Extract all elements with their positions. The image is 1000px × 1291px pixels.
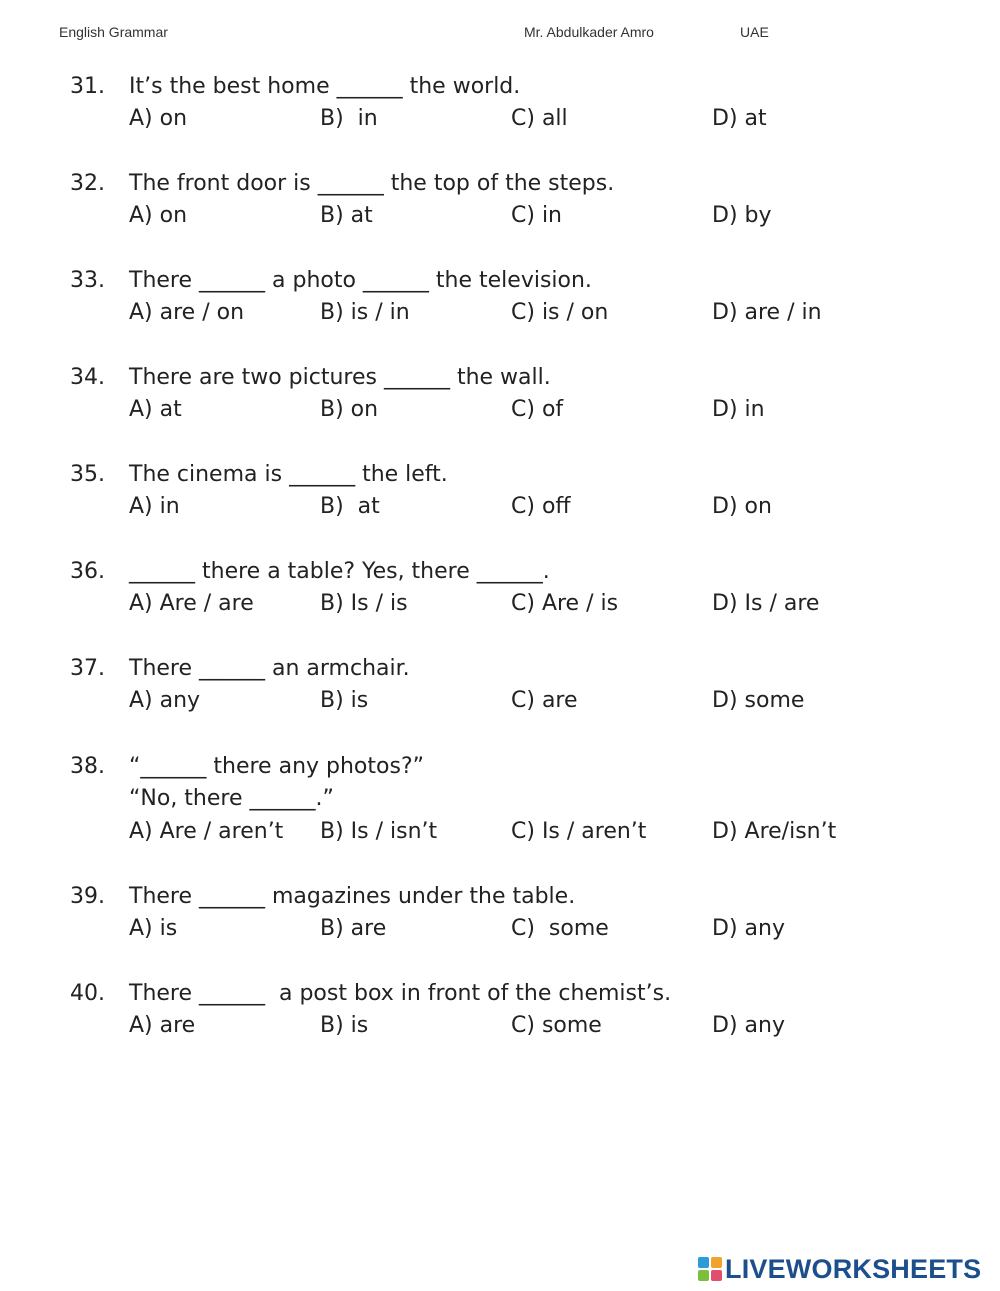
- question-text: There ______ a photo ______ the television.: [129, 268, 592, 293]
- question-number: 40.: [70, 981, 105, 1006]
- option-b[interactable]: B) Is / is: [320, 591, 408, 616]
- question-number: 38.: [70, 754, 105, 779]
- option-c[interactable]: C) is / on: [511, 300, 609, 325]
- option-a[interactable]: A) any: [129, 688, 201, 713]
- question-number: 35.: [70, 462, 105, 487]
- question-number: 31.: [70, 74, 105, 99]
- page-header: [0, 24, 1000, 44]
- question-text-line-2: “No, there ______.”: [129, 786, 334, 811]
- question-text: ______ there a table? Yes, there ______.: [129, 559, 550, 584]
- option-b[interactable]: B) at: [320, 494, 380, 519]
- question-text: There ______ a post box in front of the chemist’s.: [129, 981, 672, 1006]
- option-c[interactable]: C) of: [511, 397, 564, 422]
- option-a[interactable]: A) on: [129, 203, 188, 228]
- option-b[interactable]: B) is: [320, 688, 369, 713]
- option-d[interactable]: D) are / in: [712, 300, 822, 325]
- question-text: There are two pictures ______ the wall.: [129, 365, 551, 390]
- option-b[interactable]: B) on: [320, 397, 379, 422]
- liveworksheets-brand: [698, 1252, 981, 1286]
- option-a[interactable]: A) are / on: [129, 300, 245, 325]
- option-c[interactable]: C) some: [511, 1013, 602, 1038]
- option-c[interactable]: C) all: [511, 106, 568, 131]
- brand-name: LIVEWORKSHEETS: [725, 1253, 982, 1284]
- option-d[interactable]: D) any: [712, 1013, 785, 1038]
- option-d[interactable]: D) on: [712, 494, 772, 519]
- question-number: 39.: [70, 884, 105, 909]
- option-c[interactable]: C) some: [511, 916, 609, 941]
- option-d[interactable]: D) some: [712, 688, 805, 713]
- option-a[interactable]: A) Are / are: [129, 591, 254, 616]
- option-a[interactable]: A) is: [129, 916, 178, 941]
- question-number: 34.: [70, 365, 105, 390]
- option-b[interactable]: B) is: [320, 1013, 369, 1038]
- header-country: UAE: [740, 24, 769, 40]
- question-number: 33.: [70, 268, 105, 293]
- option-b[interactable]: B) in: [320, 106, 378, 131]
- question-text: The cinema is ______ the left.: [129, 462, 448, 487]
- option-d[interactable]: D) any: [712, 916, 785, 941]
- question-text: It’s the best home ______ the world.: [129, 74, 521, 99]
- option-d[interactable]: D) by: [712, 203, 772, 228]
- option-b[interactable]: B) is / in: [320, 300, 410, 325]
- option-a[interactable]: A) are: [129, 1013, 196, 1038]
- header-subject: English Grammar: [59, 24, 168, 40]
- option-c[interactable]: C) Are / is: [511, 591, 619, 616]
- option-d[interactable]: D) Is / are: [712, 591, 820, 616]
- option-c[interactable]: C) are: [511, 688, 578, 713]
- question-number: 32.: [70, 171, 105, 196]
- option-a[interactable]: A) in: [129, 494, 180, 519]
- question-text: The front door is ______ the top of the steps.: [129, 171, 615, 196]
- question-number: 36.: [70, 559, 105, 584]
- question-text: There ______ magazines under the table.: [129, 884, 576, 909]
- question-number: 37.: [70, 656, 105, 681]
- option-b[interactable]: B) at: [320, 203, 373, 228]
- header-author: Mr. Abdulkader Amro: [524, 24, 654, 40]
- option-a[interactable]: A) on: [129, 106, 188, 131]
- option-c[interactable]: C) Is / aren’t: [511, 819, 647, 844]
- option-d[interactable]: D) Are/isn’t: [712, 819, 837, 844]
- option-b[interactable]: B) Is / isn’t: [320, 819, 438, 844]
- option-a[interactable]: A) Are / aren’t: [129, 819, 284, 844]
- option-c[interactable]: C) in: [511, 203, 562, 228]
- option-d[interactable]: D) in: [712, 397, 765, 422]
- option-b[interactable]: B) are: [320, 916, 387, 941]
- option-d[interactable]: D) at: [712, 106, 767, 131]
- question-text: There ______ an armchair.: [129, 656, 410, 681]
- question-text: “______ there any photos?”: [129, 754, 425, 779]
- option-c[interactable]: C) off: [511, 494, 571, 519]
- option-a[interactable]: A) at: [129, 397, 182, 422]
- liveworksheets-logo-icon: [698, 1257, 722, 1281]
